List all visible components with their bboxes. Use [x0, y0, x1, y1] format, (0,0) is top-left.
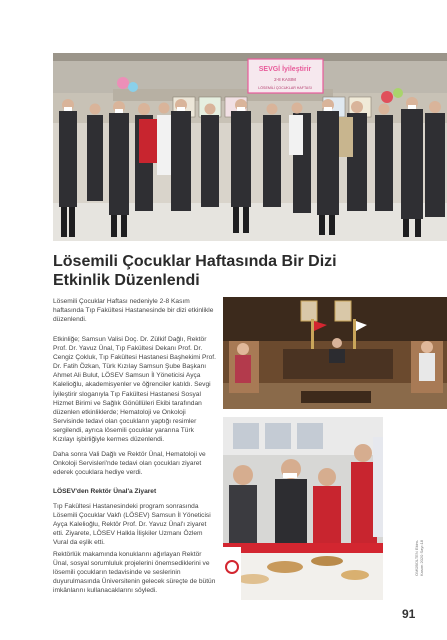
- banner-date: 2-8 KASIM: [274, 77, 296, 82]
- office-photo-illustration: [223, 297, 447, 409]
- kermes-photo: [223, 417, 383, 600]
- paragraph: Etkinliğe; Samsun Valisi Doç. Dr. Zülkif Dağlı, Rektör Prof. Dr. Yavuz Ünal, Tıp Fakültesi Dekanı Prof. Dr. Cengiz Çokluk, Tıp Fakültesi Hastanesi Başhekimi Prof. Dr. Fatih Özkan, Türk Kızılay Samsun Şube Başkanı Ahmet Ali Bulut, LÖSEV Samsun İl Yöneticisi Ayça Kalelioğlu, akademisyenler ve öğrenciler katıldı. Sevgi İyileştirir sloganıyla Tıp Fakültesi Hastanesi Sosyal Hizmet Birimi ve Sağlık Gönüllüleri Ekibi tarafından düzenlen etkinliklerde; Hematoloji ve Onkoloji Servisinde tedavi olan çocukların yaptığı resimler sergilendi, ayrıca lösemili çocuklar yararına Türk Kızılayı işbirliğiyle kermes düzenlendi.: [53, 336, 216, 444]
- article-title-line2: Etkinlik Düzenlendi: [53, 272, 200, 289]
- group-photo: [53, 53, 447, 241]
- banner-subtitle: LÖSEMİLİ ÇOCUKLAR HAFTASI: [258, 86, 312, 90]
- subheading: LÖSEV'den Rektör Ünal'a Ziyaret: [53, 488, 157, 495]
- article-title: [53, 252, 413, 290]
- group-photo-illustration: [53, 53, 447, 241]
- paragraph: Rektörlük makamında konuklarını ağırlayan Rektör Ünal, sosyal sorumluluk projelerini önemsediklerini ve lösemili çocukların tedavisinde ve seslerinin duyurulmasında Üniversitenin gelecek süreçte de bütün imkânlarını kullanacaklarını söyledi.: [53, 551, 216, 595]
- issue-info: OMÜBÜLTEN Ekim-Kasım 2020 Sayı:18: [414, 539, 424, 576]
- paragraph: Tıp Fakültesi Hastanesindeki program sonrasında Lösemili Çocuklar Vakfı (LÖSEV) Samsun İl Yöneticisi Ayça Kalelioğlu, Rektör Prof. Dr. Yavuz Ünal'ı ziyaret etti. Ziyarete, LÖSEV Halkla İlişkiler Uzmanı Özlem Vural da eşlik etti.: [53, 503, 211, 547]
- kermes-photo-illustration: [223, 417, 383, 600]
- office-photo: [223, 297, 447, 409]
- paragraph: Lösemili Çocuklar Haftası nedeniyle 2-8 Kasım haftasında Tıp Fakültesi Hastanesinde bir dizi etkinlikle düzenlendi.: [53, 298, 214, 324]
- banner-title: SEVGİ İyileştirir: [258, 66, 312, 73]
- article-title-line1: Lösemili Çocuklar Haftasında Bir Dizi: [53, 253, 337, 270]
- page-number: 91: [402, 607, 416, 621]
- paragraph: Daha sonra Vali Dağlı ve Rektör Ünal, Hematoloji ve Onkoloji Servisleri'nde tedavi olan çocukları ziyaret ederek çocuklara hediye verdi.: [53, 451, 206, 477]
